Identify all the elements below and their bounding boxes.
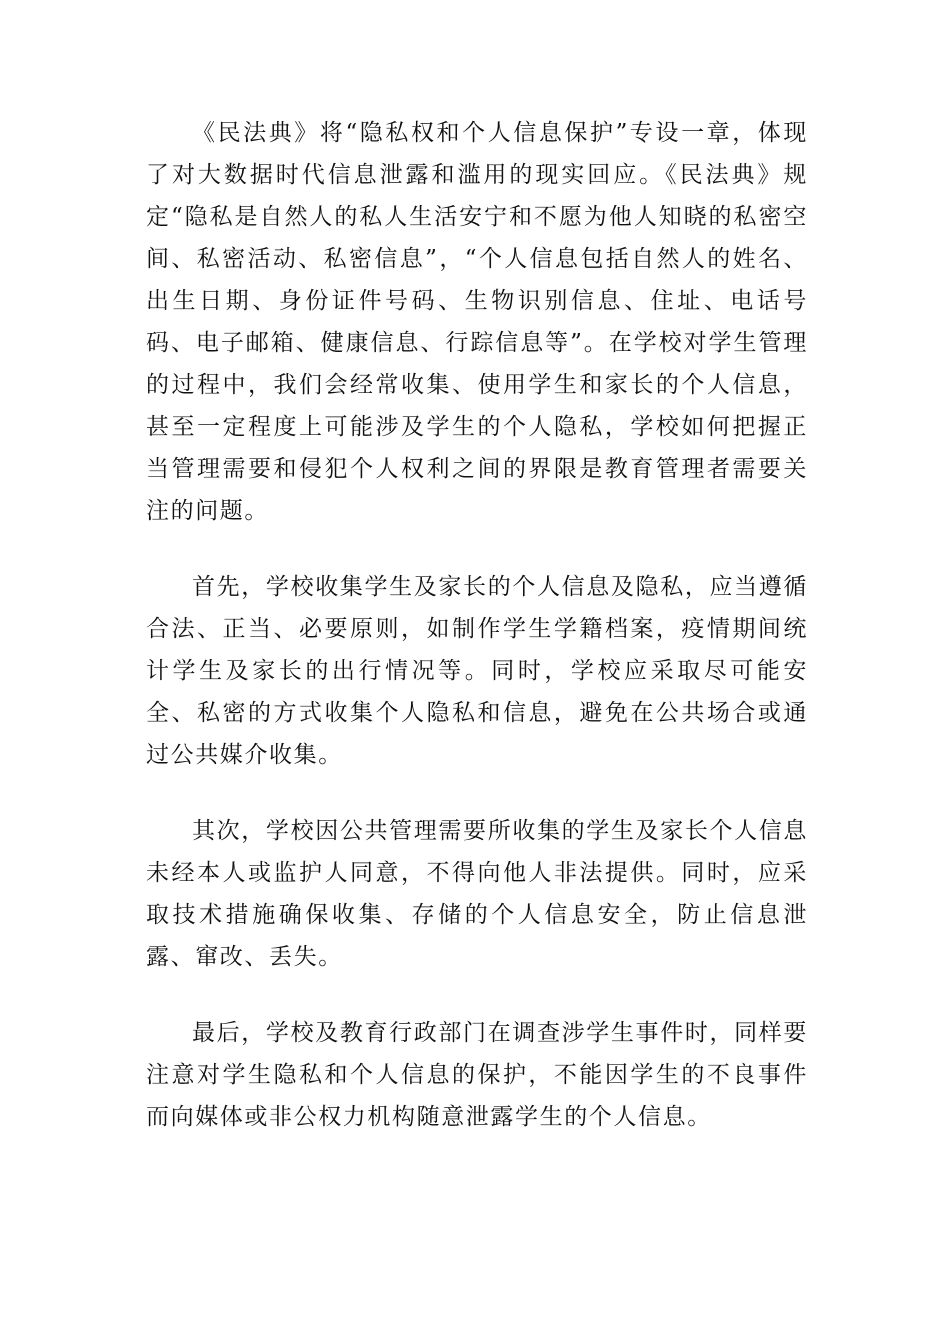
paragraph-last: 最后，学校及教育行政部门在调查涉学生事件时，同样要注意对学生隐私和个人信息的保护，不能因学生的不良事件而向媒体或非公权力机构随意泄露学生的个人信息。 [146,1020,808,1130]
paragraph-first: 首先，学校收集学生及家长的个人信息及隐私，应当遵循合法、正当、必要原则，如制作学生学籍档案，疫情期间统计学生及家长的出行情况等。同时，学校应采取尽可能安全、私密的方式收集个人隐私和信息，避免在公共场合或通过公共媒介收集。 [146,574,808,768]
document-body [146,112,808,1172]
paragraph-civil-code-intro: 《民法典》将“隐私权和个人信息保护”专设一章，体现了对大数据时代信息泄露和滥用的现实回应。《民法典》规定“隐私是自然人的私人生活安宁和不愿为他人知晓的私密空间、私密活动、私密信息”，“个人信息包括自然人的姓名、出生日期、身份证件号码、生物识别信息、住址、电话号码、电子邮箱、健康信息、行踪信息等”。在学校对学生管理的过程中，我们会经常收集、使用学生和家长的个人信息，甚至一定程度上可能涉及学生的个人隐私，学校如何把握正当管理需要和侵犯个人权利之间的界限是教育管理者需要关注的问题。 [146,120,808,524]
paragraph-second: 其次，学校因公共管理需要所收集的学生及家长个人信息未经本人或监护人同意，不得向他人非法提供。同时，应采取技术措施确保收集、存储的个人信息安全，防止信息泄露、窜改、丢失。 [146,818,808,970]
